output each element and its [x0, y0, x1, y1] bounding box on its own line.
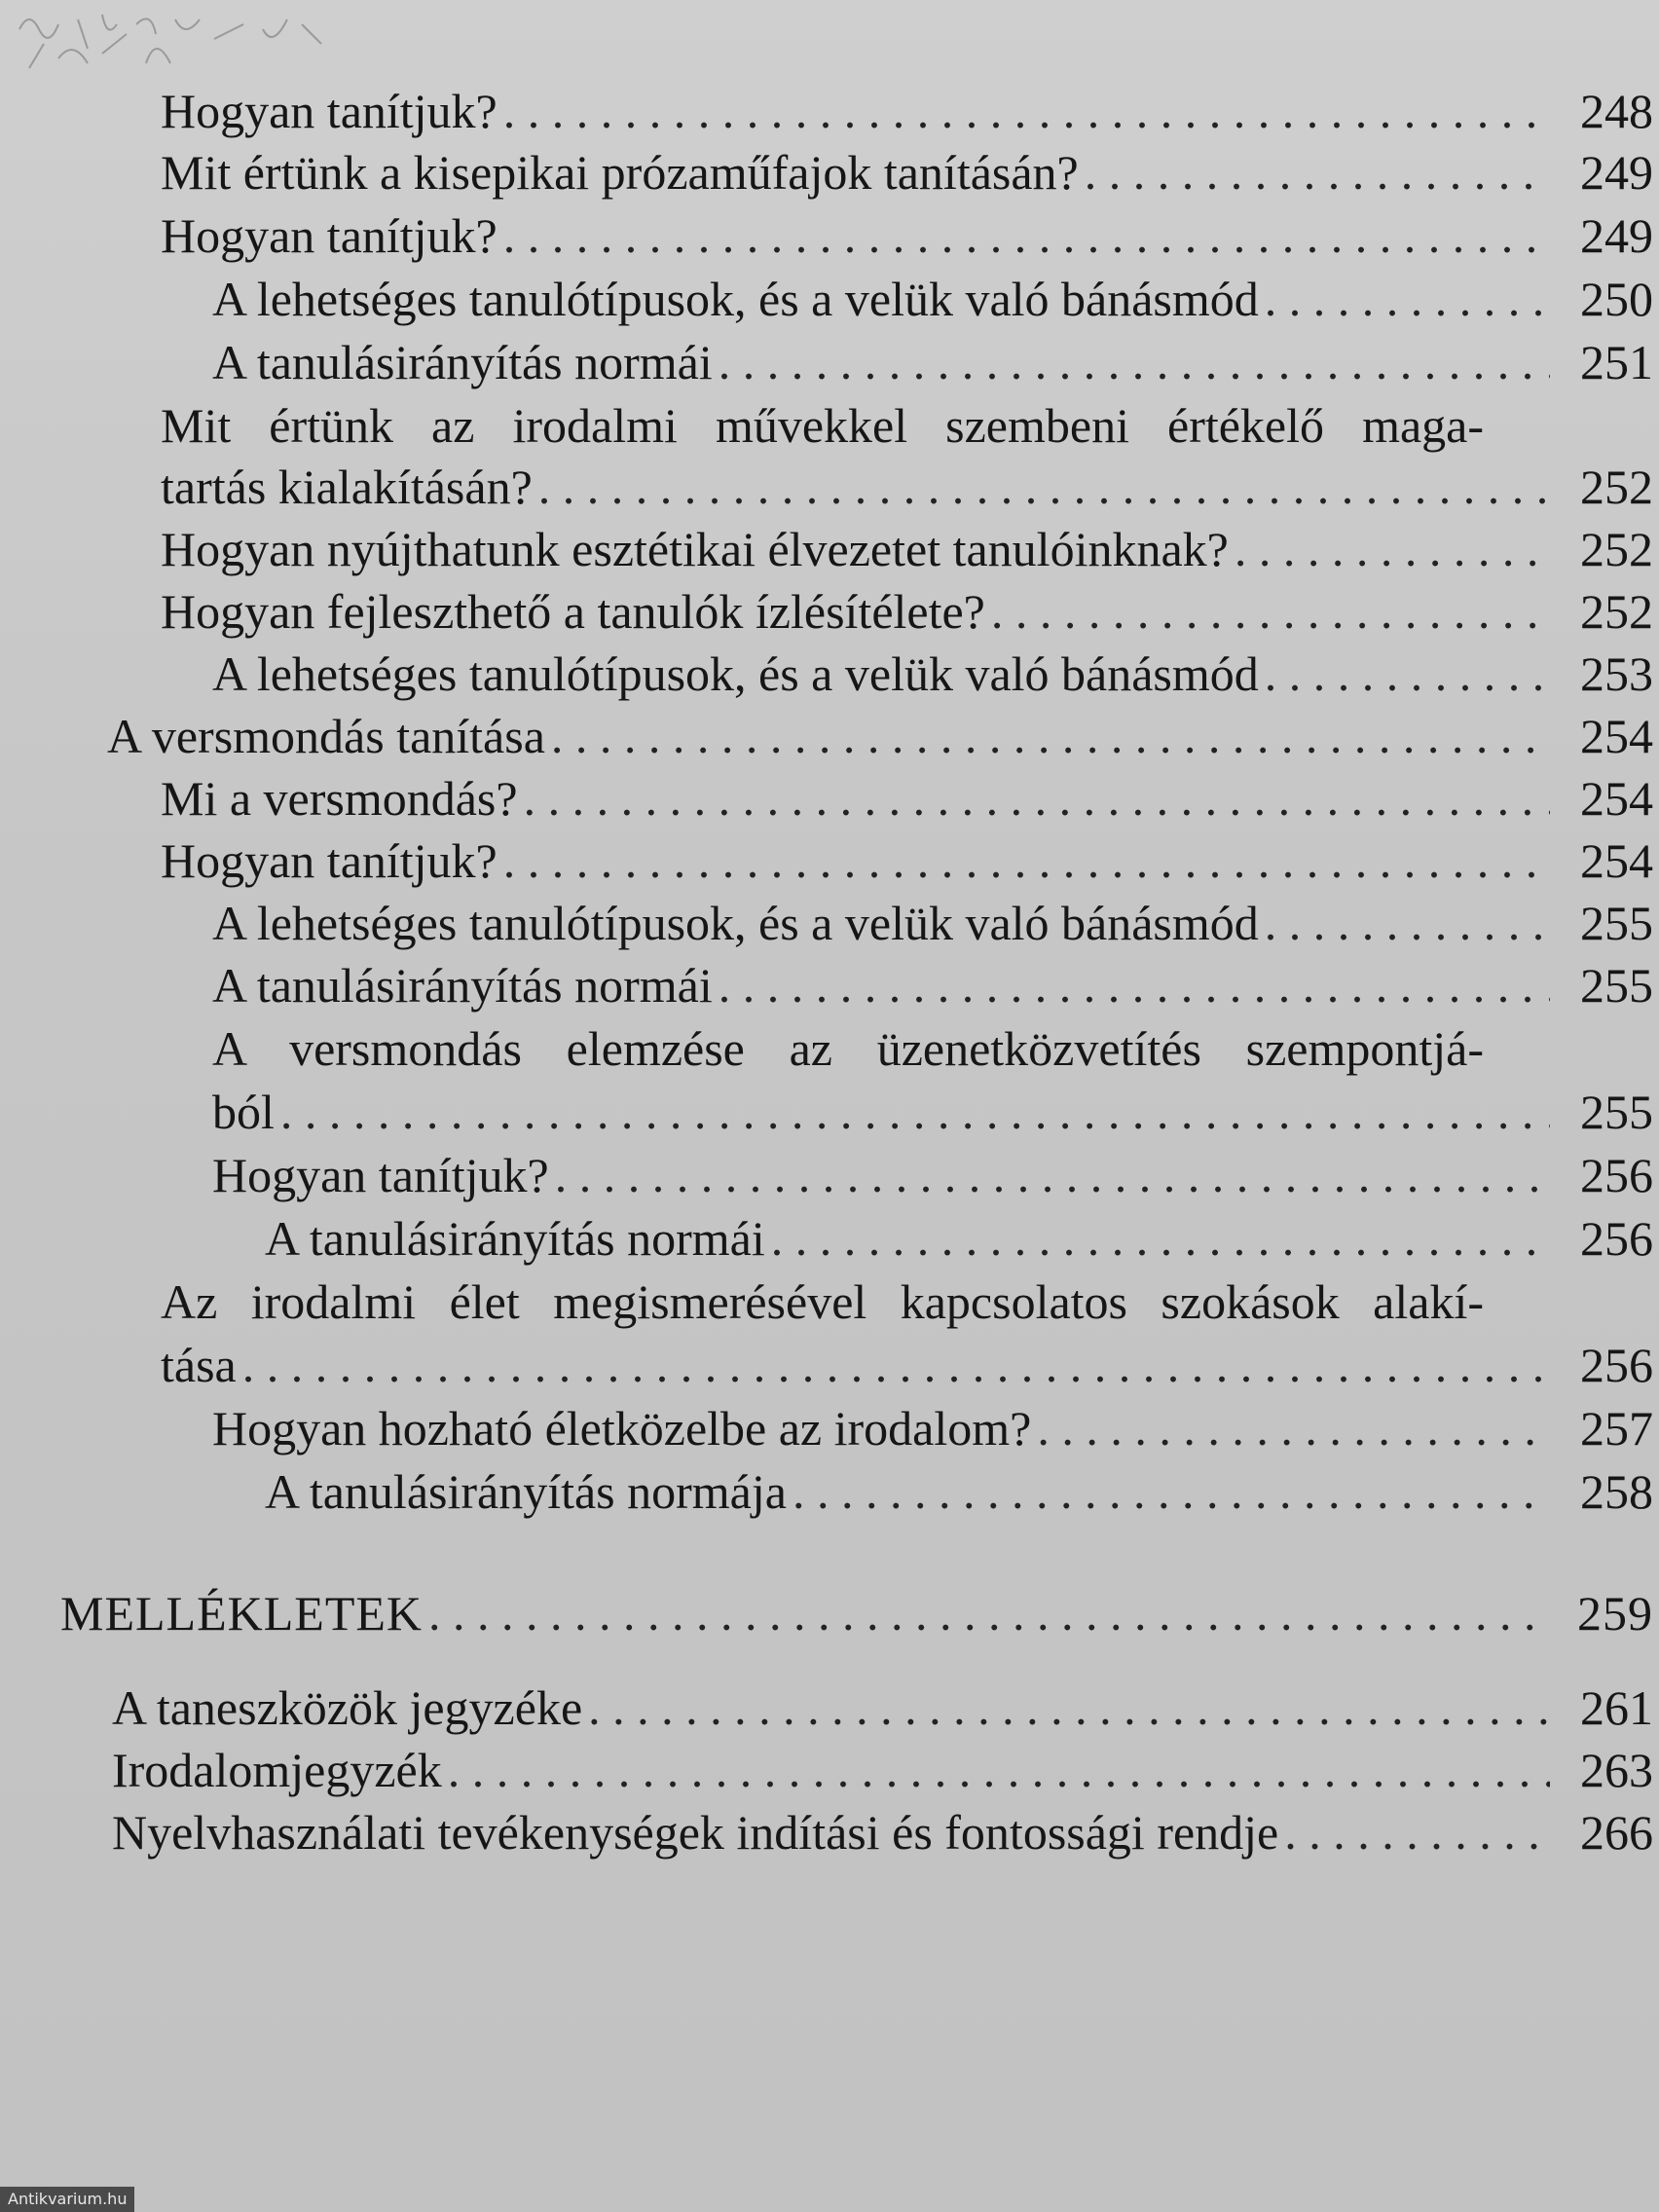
toc-section-heading [60, 1582, 1659, 1644]
toc-entry-page: 251 [1580, 335, 1653, 389]
toc-entry [212, 643, 1659, 705]
toc-entry-title: Hogyan tanítjuk? [161, 84, 498, 138]
toc-entry-page: 254 [1580, 833, 1653, 888]
toc-entry-title-line1: A versmondás elemzése az üzenetközvetítés szempontjá- [212, 1021, 1484, 1076]
toc-entry [161, 141, 1659, 203]
toc-entry [212, 892, 1659, 954]
site-watermark: Antikvarium.hu [0, 2187, 134, 2212]
dot-leader [1085, 141, 1550, 203]
toc-entry-page: 252 [1580, 584, 1653, 639]
toc-entry-page: 255 [1580, 1085, 1653, 1139]
toc-entry-title: Hogyan fejleszthető a tanulók ízlésítélete? [161, 584, 985, 639]
toc-entry [161, 80, 1659, 142]
dot-leader [1265, 268, 1550, 330]
toc-entry-page: 252 [1580, 460, 1653, 514]
dot-leader [719, 331, 1550, 393]
toc-entry-page: 258 [1580, 1464, 1653, 1519]
toc-entry [161, 1334, 1659, 1396]
toc-entry [212, 268, 1659, 330]
dot-leader [1265, 643, 1550, 705]
dot-leader [719, 954, 1550, 1016]
toc-entry-page: 256 [1580, 1148, 1653, 1202]
toc-entry-title: Mit értünk a kisepikai prózaműfajok tanításán? [161, 145, 1079, 200]
toc-entry-title: A tanulásirányítás normája [265, 1464, 787, 1519]
toc-entry-title: Hogyan tanítjuk? [212, 1148, 549, 1202]
toc-entry-title: A tanulásirányítás normái [212, 335, 713, 389]
dot-leader [771, 1207, 1550, 1270]
toc-entry-title: Nyelvhasználati tevékenységek indítási és fontossági rendje [112, 1805, 1279, 1860]
toc-entry-page: 255 [1580, 896, 1653, 950]
dot-leader [793, 1460, 1550, 1523]
toc-entry [161, 518, 1659, 580]
toc-entry-title-line1: Mit értünk az irodalmi művekkel szembeni értékelő maga- [161, 398, 1484, 453]
toc-entry-page: 266 [1580, 1805, 1653, 1860]
toc-entry [161, 580, 1659, 643]
toc-entry [212, 1144, 1659, 1206]
dot-leader [503, 830, 1550, 892]
toc-entry-title: A lehetséges tanulótípusok, és a velük való bánásmód [212, 272, 1259, 326]
dot-leader [538, 456, 1550, 518]
toc-entry-page: 254 [1580, 771, 1653, 826]
toc-entry [212, 954, 1659, 1016]
toc-entry-continued [161, 394, 1659, 457]
toc-entry-page: 263 [1580, 1743, 1653, 1797]
toc-entry-page: 256 [1580, 1338, 1653, 1392]
toc-entry-title: A taneszközök jegyzéke [112, 1680, 583, 1735]
toc-entry-page: 248 [1580, 84, 1653, 138]
toc-entry-page: 257 [1580, 1401, 1653, 1456]
toc-entry-title: Hogyan tanítjuk? [161, 208, 498, 263]
toc-entry [112, 1801, 1659, 1863]
toc-section-title: MELLÉKLETEK [60, 1586, 424, 1641]
toc-entry-page: 249 [1580, 208, 1653, 263]
toc-entry-title-line1: Az irodalmi élet megismerésével kapcsolatos szokások alakí- [161, 1274, 1484, 1329]
toc-entry-page: 261 [1580, 1680, 1653, 1735]
toc-entry-title: A lehetséges tanulótípusok, és a velük való bánásmód [212, 646, 1259, 701]
dot-leader [588, 1677, 1550, 1739]
toc-entry-title: Hogyan nyújthatunk esztétikai élvezetet tanulóinknak? [161, 522, 1229, 576]
toc-entry-title: ból [212, 1085, 275, 1139]
toc-entry-title: A versmondás tanítása [107, 709, 545, 763]
toc-entry-continued [212, 1017, 1659, 1080]
toc-entry [112, 1677, 1659, 1739]
toc-entry [107, 705, 1659, 767]
toc-entry-title: Hogyan tanítjuk? [161, 833, 498, 888]
toc-entry-page: 252 [1580, 522, 1653, 576]
toc-entry [161, 204, 1659, 267]
dot-leader [1037, 1397, 1550, 1459]
toc-entry-title: tartás kialakításán? [161, 460, 533, 514]
toc-entry-title: Mi a versmondás? [161, 771, 518, 826]
toc-entry-page: 250 [1580, 272, 1653, 326]
toc-entry [212, 331, 1659, 393]
toc-entry-title: A lehetséges tanulótípusok, és a velük való bánásmód [212, 896, 1259, 950]
toc-entry [161, 767, 1659, 830]
toc-entry-page: 256 [1580, 1211, 1653, 1266]
toc-entry-title: Hogyan hozható életközelbe az irodalom? [212, 1401, 1032, 1456]
toc-entry [212, 1081, 1659, 1143]
dot-leader [448, 1739, 1550, 1801]
toc-entry-title: tása [161, 1338, 237, 1392]
dot-leader [1235, 518, 1550, 580]
toc-entry-page: 259 [1577, 1586, 1653, 1641]
dot-leader [1265, 892, 1550, 954]
dot-leader [503, 80, 1550, 142]
dot-leader [503, 204, 1550, 267]
dot-leader [991, 580, 1550, 643]
toc-entry [265, 1207, 1659, 1270]
toc-entry-continued [161, 1271, 1659, 1333]
toc-entry-title: A tanulásirányítás normái [265, 1211, 765, 1266]
dot-leader [551, 705, 1550, 767]
toc-entry-title: A tanulásirányítás normái [212, 958, 713, 1013]
toc-entry-page: 249 [1580, 145, 1653, 200]
toc-entry [265, 1460, 1659, 1523]
toc-entry [161, 830, 1659, 892]
toc-entry-page: 253 [1580, 646, 1653, 701]
handwritten-scribble [10, 0, 380, 88]
toc-entry-page: 255 [1580, 958, 1653, 1013]
toc-entry-title: Irodalomjegyzék [112, 1743, 442, 1797]
toc-entry [161, 456, 1659, 518]
toc-entry [212, 1397, 1659, 1459]
dot-leader [428, 1582, 1550, 1644]
dot-leader [1284, 1801, 1550, 1863]
dot-leader [242, 1334, 1550, 1396]
toc-entry-page: 254 [1580, 709, 1653, 763]
dot-leader [524, 767, 1550, 830]
dot-leader [280, 1081, 1550, 1143]
dot-leader [555, 1144, 1550, 1206]
toc-entry [112, 1739, 1659, 1801]
